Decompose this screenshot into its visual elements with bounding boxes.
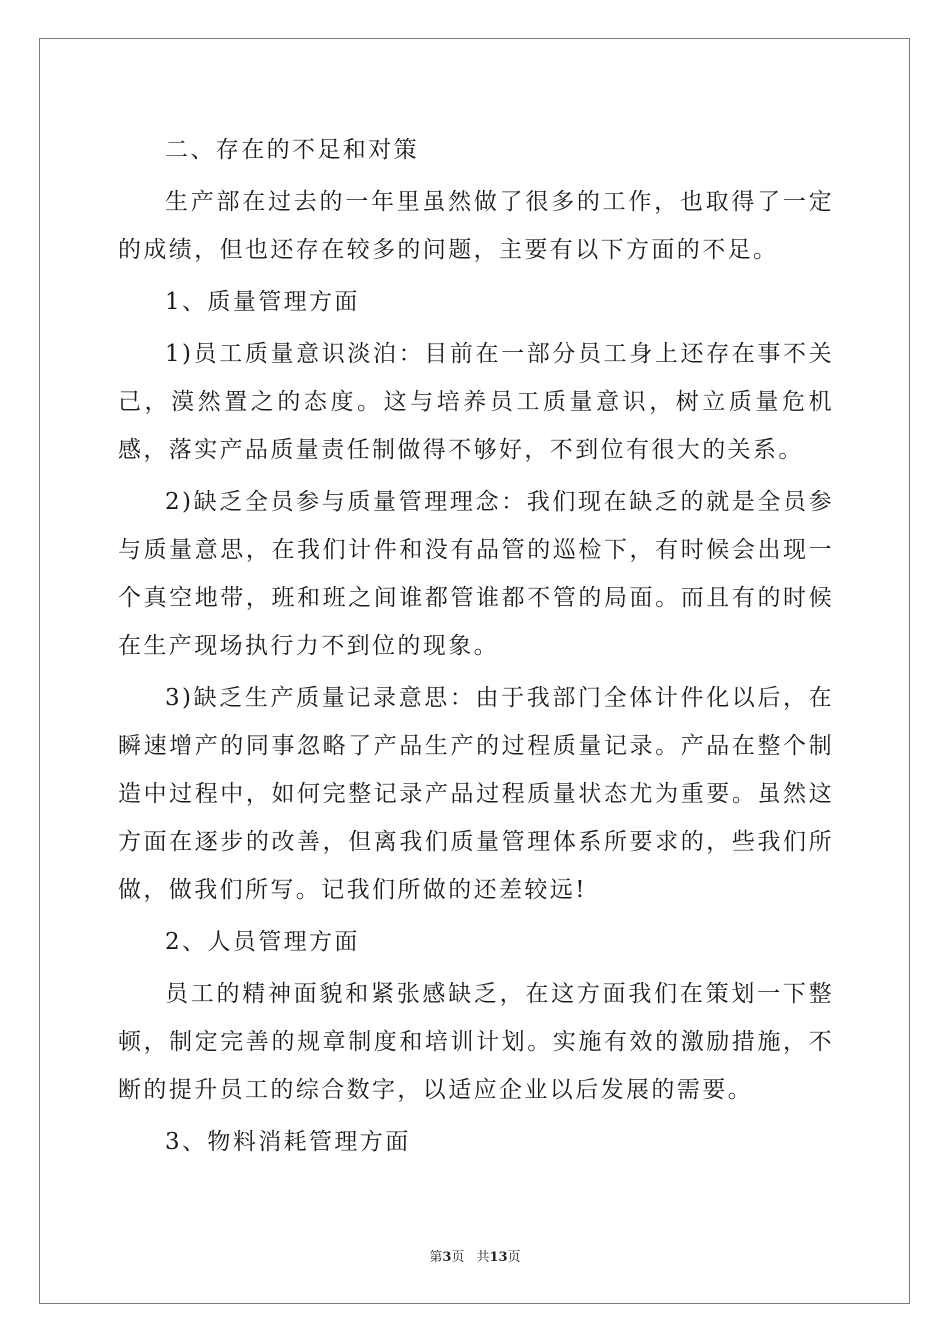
- total-prefix: 共: [476, 1250, 490, 1265]
- personnel-paragraph: 员工的精神面貌和紧张感缺乏，在这方面我们在策划一下整顿，制定完善的规章制度和培训计划。实施有效的激励措施，不断的提升员工的综合数字，以适应企业以后发展的需要。: [118, 981, 834, 1103]
- page-footer: [0, 1246, 950, 1265]
- quality-item-2-paragraph: 2)缺乏全员参与质量管理理念：我们现在缺乏的就是全员参与质量意思，在我们计件和没有品管的巡检下，有时候会出现一个真空地带，班和班之间谁都管谁都不管的局面。而且有的时候在生产现场执行力不到位的现象。: [118, 489, 834, 659]
- total-pages: 13: [489, 1250, 508, 1265]
- document-body: [118, 126, 834, 1166]
- section-heading-shortcomings: 二、存在的不足和对策: [165, 137, 419, 163]
- subheading-material-consumption: 3、物料消耗管理方面: [165, 1129, 411, 1155]
- quality-item-3-paragraph: 3)缺乏生产质量记录意思：由于我部门全体计件化以后，在瞬速增产的同事忽略了产品生产的过程质量记录。产品在整个制造中过程中，如何完整记录产品过程质量状态尤为重要。虽然这方面在逐步的改善，但离我们质量管理体系所要求的，些我们所做，做我们所写。记我们所做的还差较远!: [118, 685, 834, 903]
- page-number: 3: [442, 1250, 452, 1265]
- subheading-quality-management: 1、质量管理方面: [165, 289, 360, 315]
- page-suffix: 页: [451, 1250, 465, 1265]
- total-suffix: 页: [507, 1250, 521, 1265]
- subheading-personnel-management: 2、人员管理方面: [165, 929, 360, 955]
- intro-paragraph: 生产部在过去的一年里虽然做了很多的工作，也取得了一定的成绩，但也还存在较多的问题，主要有以下方面的不足。: [118, 189, 834, 263]
- page-prefix: 第: [429, 1250, 443, 1265]
- quality-item-1-paragraph: 1)员工质量意识淡泊：目前在一部分员工身上还存在事不关己，漠然置之的态度。这与培养员工质量意识，树立质量危机感，落实产品质量责任制做得不够好，不到位有很大的关系。: [118, 341, 834, 463]
